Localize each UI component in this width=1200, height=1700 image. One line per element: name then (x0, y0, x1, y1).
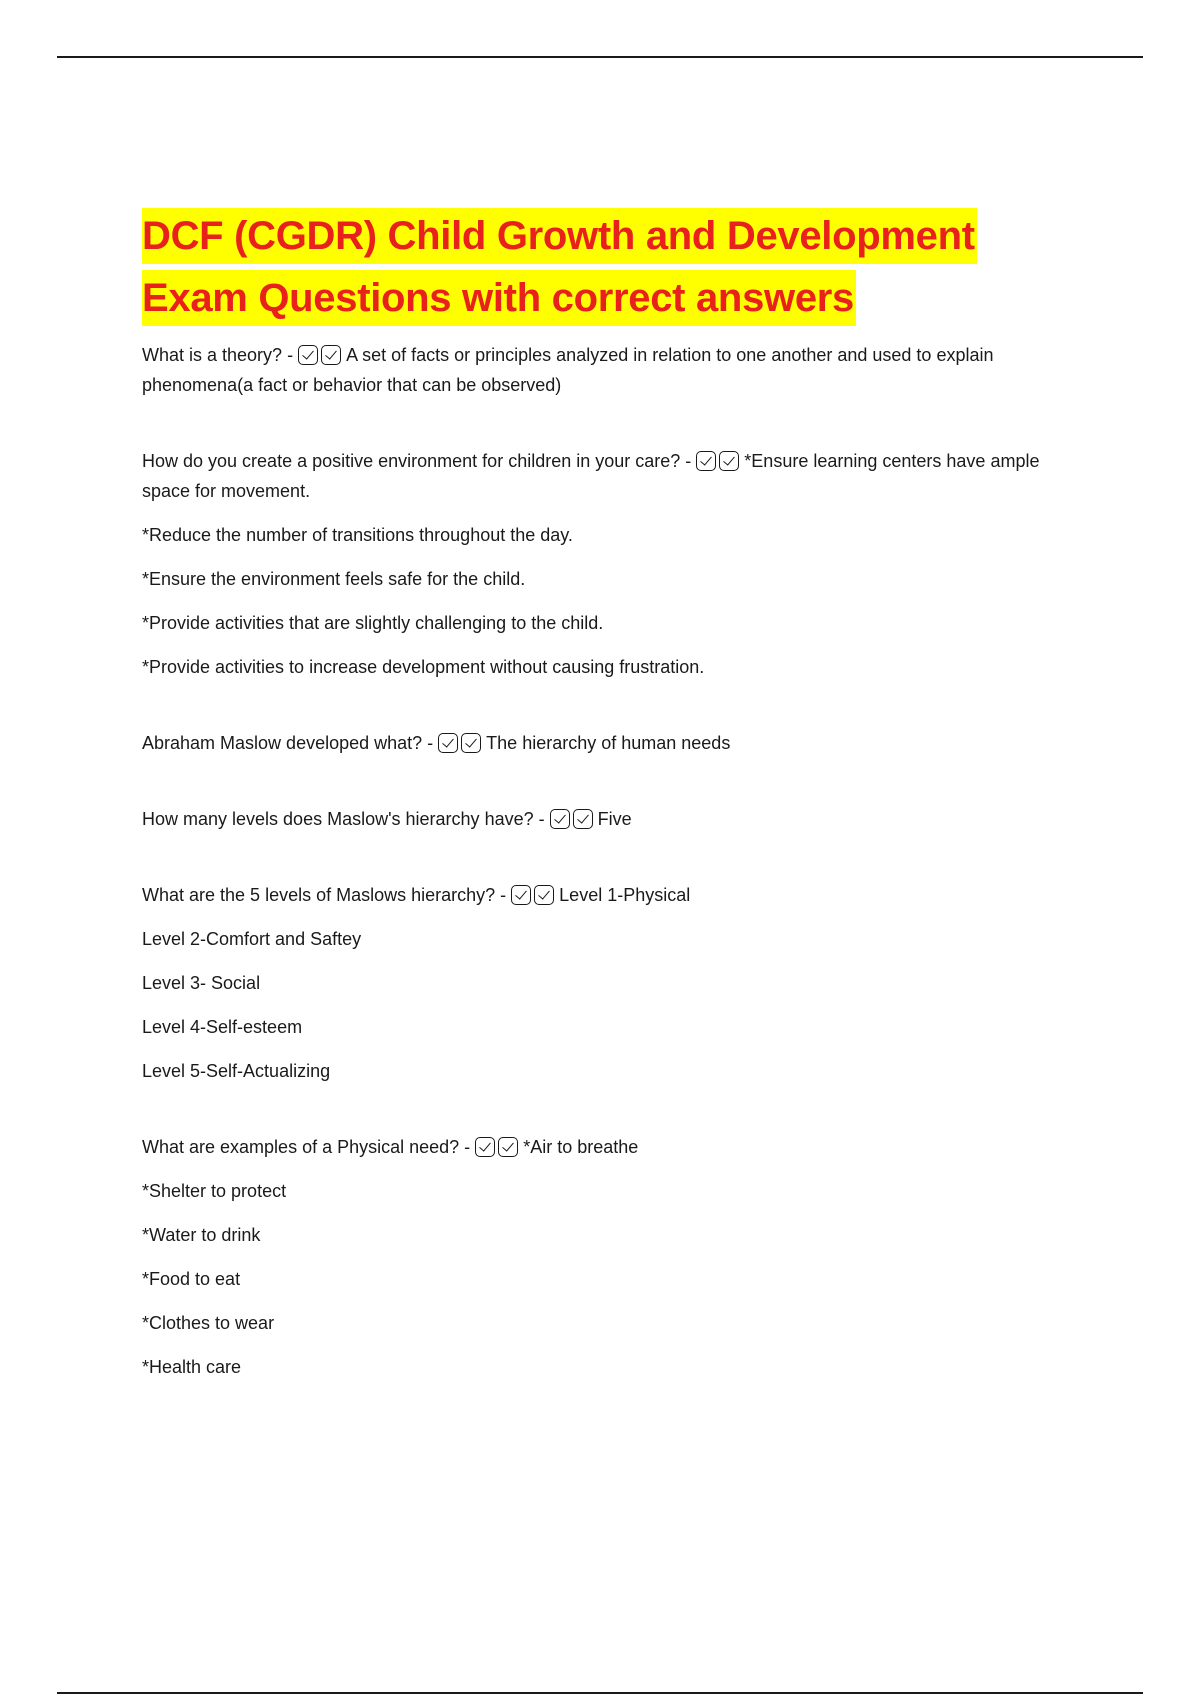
answer-line: Level 2-Comfort and Saftey (142, 929, 362, 949)
answer-line: *Food to eat (142, 1269, 241, 1289)
qa-item (142, 804, 1042, 834)
question-text: What are examples of a Physical need? - (142, 1137, 471, 1157)
answer-line: *Provide activities that are slightly challenging to the child. (142, 613, 604, 633)
answer-text: *Ensure learning centers have ample space for movement. (142, 451, 1040, 501)
checkbox-check-icon (696, 451, 716, 471)
qa-question-line (142, 446, 1042, 506)
answer-line: *Water to drink (142, 1225, 261, 1245)
document-title (142, 208, 1042, 326)
top-rule (57, 56, 1143, 58)
question-text: How many levels does Maslow's hierarchy have? - (142, 809, 545, 829)
answer-marker (550, 809, 596, 829)
answer-line: Level 4-Self-esteem (142, 1017, 303, 1037)
answer-marker (475, 1137, 521, 1157)
checkbox-check-icon (461, 733, 481, 753)
question-text: What is a theory? - (142, 345, 294, 365)
answer-line: Level 5-Self-Actualizing (142, 1061, 331, 1081)
answer-marker (298, 345, 344, 365)
checkbox-check-icon (573, 809, 593, 829)
qa-list (142, 340, 1042, 1382)
answer-text: Level 1-Physical (559, 885, 691, 905)
bottom-rule (57, 1692, 1143, 1694)
checkbox-check-icon (298, 345, 318, 365)
answer-marker (511, 885, 557, 905)
document-body (142, 208, 1042, 1382)
answer-line: *Health care (142, 1357, 242, 1377)
qa-question-line (142, 1132, 1042, 1162)
qa-question-line (142, 804, 1042, 834)
checkbox-check-icon (719, 451, 739, 471)
qa-question-line (142, 880, 1042, 910)
answer-line: *Provide activities to increase development without causing frustration. (142, 657, 705, 677)
checkbox-check-icon (498, 1137, 518, 1157)
question-text: What are the 5 levels of Maslows hierarchy? - (142, 885, 507, 905)
answer-line: *Clothes to wear (142, 1313, 275, 1333)
checkbox-check-icon (511, 885, 531, 905)
checkbox-check-icon (321, 345, 341, 365)
qa-item (142, 446, 1042, 682)
answer-text: Five (597, 809, 632, 829)
answer-line: Level 3- Social (142, 973, 261, 993)
answer-line: *Ensure the environment feels safe for the child. (142, 569, 526, 589)
checkbox-check-icon (534, 885, 554, 905)
qa-item (142, 880, 1042, 1086)
qa-item (142, 340, 1042, 400)
checkbox-check-icon (475, 1137, 495, 1157)
question-text: How do you create a positive environment for children in your care? - (142, 451, 692, 471)
qa-item (142, 728, 1042, 758)
answer-marker (696, 451, 742, 471)
qa-question-line (142, 728, 1042, 758)
checkbox-check-icon (550, 809, 570, 829)
answer-line: *Reduce the number of transitions throughout the day. (142, 525, 573, 545)
answer-text: A set of facts or principles analyzed in relation to one another and used to explain phenomena(a fact or behavior that can be observed) (142, 345, 994, 395)
answer-text: The hierarchy of human needs (486, 733, 731, 753)
answer-line: *Shelter to protect (142, 1181, 287, 1201)
answer-text: *Air to breathe (523, 1137, 639, 1157)
title-line-2: Exam Questions with correct answers (142, 270, 856, 326)
question-text: Abraham Maslow developed what? - (142, 733, 434, 753)
checkbox-check-icon (438, 733, 458, 753)
answer-marker (438, 733, 484, 753)
title-line-1: DCF (CGDR) Child Growth and Development (142, 208, 977, 264)
qa-item (142, 1132, 1042, 1382)
qa-question-line (142, 340, 1042, 400)
